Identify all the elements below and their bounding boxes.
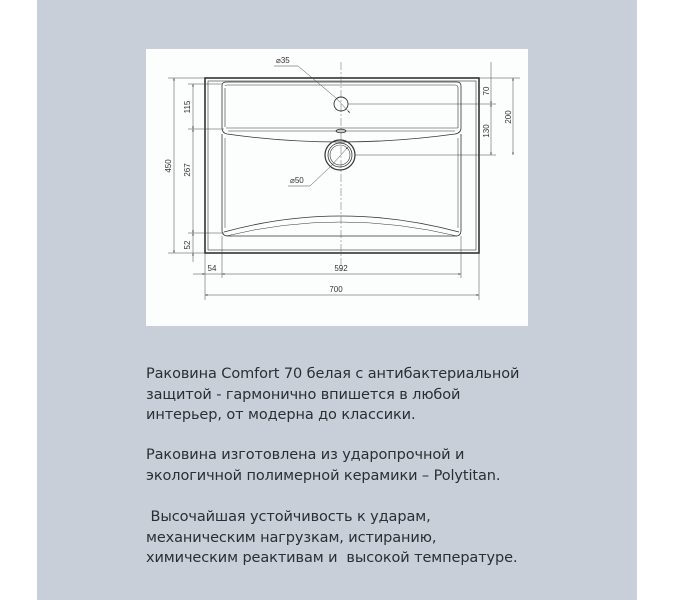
description-paragraph-3 xyxy=(146,507,526,569)
text-line: защитой - гармонично впишется в любой xyxy=(146,386,461,403)
sink-technical-drawing xyxy=(146,49,528,326)
total-depth-label: 450 xyxy=(164,159,173,173)
text-line: Раковина Comfort 70 белая с антибактериальной xyxy=(146,366,520,382)
basin-length-label: 267 xyxy=(183,163,192,177)
back-ledge-label: 115 xyxy=(183,100,192,114)
side-rim-label: 54 xyxy=(207,264,217,273)
text-line: механическим нагрузкам, истиранию, xyxy=(146,529,437,546)
overflow-offset-label: 70 xyxy=(482,86,491,96)
text-line: Раковина изготовлена из ударопрочной и xyxy=(146,447,465,463)
text-line: Высочайшая устойчивость к ударам, xyxy=(146,509,431,525)
description-paragraph-2 xyxy=(146,445,526,486)
drain-offset-label: 130 xyxy=(482,124,491,138)
front-rim-label: 52 xyxy=(183,240,192,250)
basin-width-label: 592 xyxy=(334,264,348,273)
drain-from-back-label: 200 xyxy=(504,110,513,124)
total-width-label: 700 xyxy=(329,285,343,294)
drain-hole xyxy=(325,140,355,170)
text-line: интерьер, от модерна до классики. xyxy=(146,407,416,423)
text-line: химическим реактивам и высокой температуре. xyxy=(146,550,518,566)
text-line: экологичной полимерной керамики – Polytitan. xyxy=(146,467,501,484)
overflow-diameter-label: ⌀35 xyxy=(276,56,290,65)
drain-diameter-label: ⌀50 xyxy=(290,176,304,185)
description-paragraph-1 xyxy=(146,364,526,426)
